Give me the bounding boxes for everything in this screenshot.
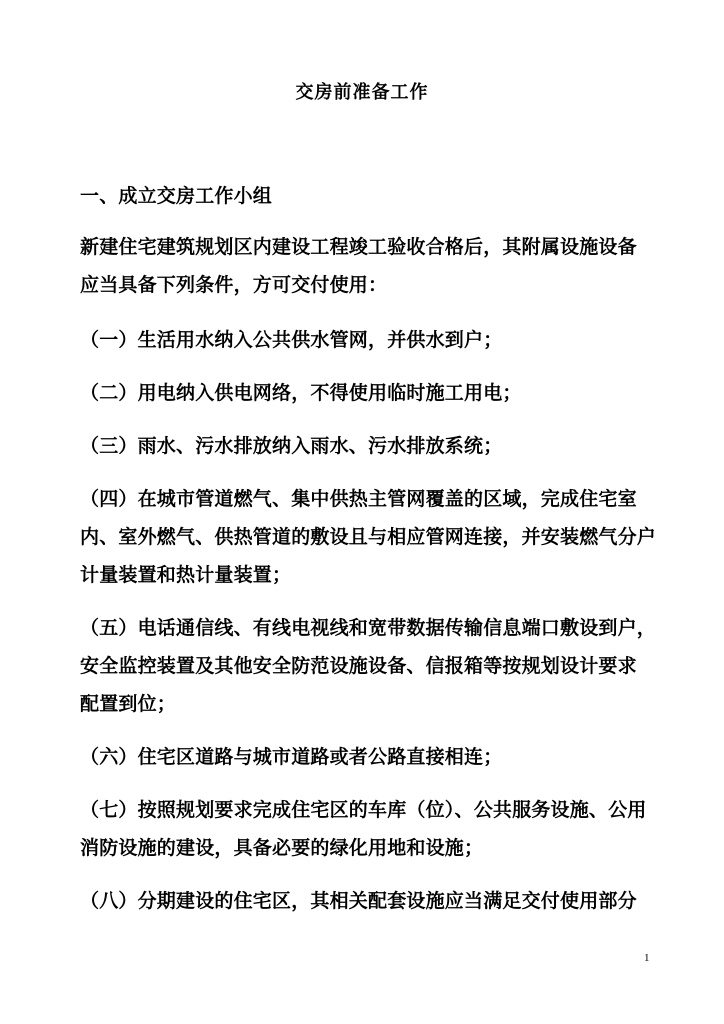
page-number: 1 [644,952,650,964]
item-2-line-1: （二）用电纳入供电网络，不得使用临时施工用电； [80,382,522,404]
item-7-line-2: 消防设施的建设，具备必要的绿化用地和设施； [80,837,484,859]
item-1-line-1: （一）生活用水纳入公共供水管网，并供水到户； [80,329,503,351]
item-5-line-3: 配置到位； [80,693,177,715]
item-3-line-1: （三）雨水、污水排放纳入雨水、污水排放系统； [80,435,503,457]
item-4-line-1: （四）在城市管道燃气、集中供热主管网覆盖的区域，完成住宅室 [80,488,637,510]
item-5-line-2: 安全监控装置及其他安全防范设施设备、信报箱等按规划设计要求 [80,655,637,677]
item-5-line-1: （五）电话通信线、有线电视线和宽带数据传输信息端口敷设到户， [80,617,657,639]
item-8-line-1: （八）分期建设的住宅区，其相关配套设施应当满足交付使用部分 [80,890,637,912]
intro-line-2: 应当具备下列条件，方可交付使用： [80,274,388,296]
item-4-line-3: 计量装置和热计量装置； [80,564,292,586]
intro-line-1: 新建住宅建筑规划区内建设工程竣工验收合格后，其附属设施设备 [80,236,637,258]
section-heading: 一、成立交房工作小组 [80,185,273,207]
item-6-line-1: （六）住宅区道路与城市道路或者公路直接相连； [80,746,503,768]
item-7-line-1: （七）按照规划要求完成住宅区的车库（位）、公共服务设施、公用 [80,799,647,821]
item-4-line-2: 内、室外燃气、供热管道的敷设且与相应管网连接，并安装燃气分户 [80,526,657,548]
document-title: 交房前准备工作 [295,82,429,103]
